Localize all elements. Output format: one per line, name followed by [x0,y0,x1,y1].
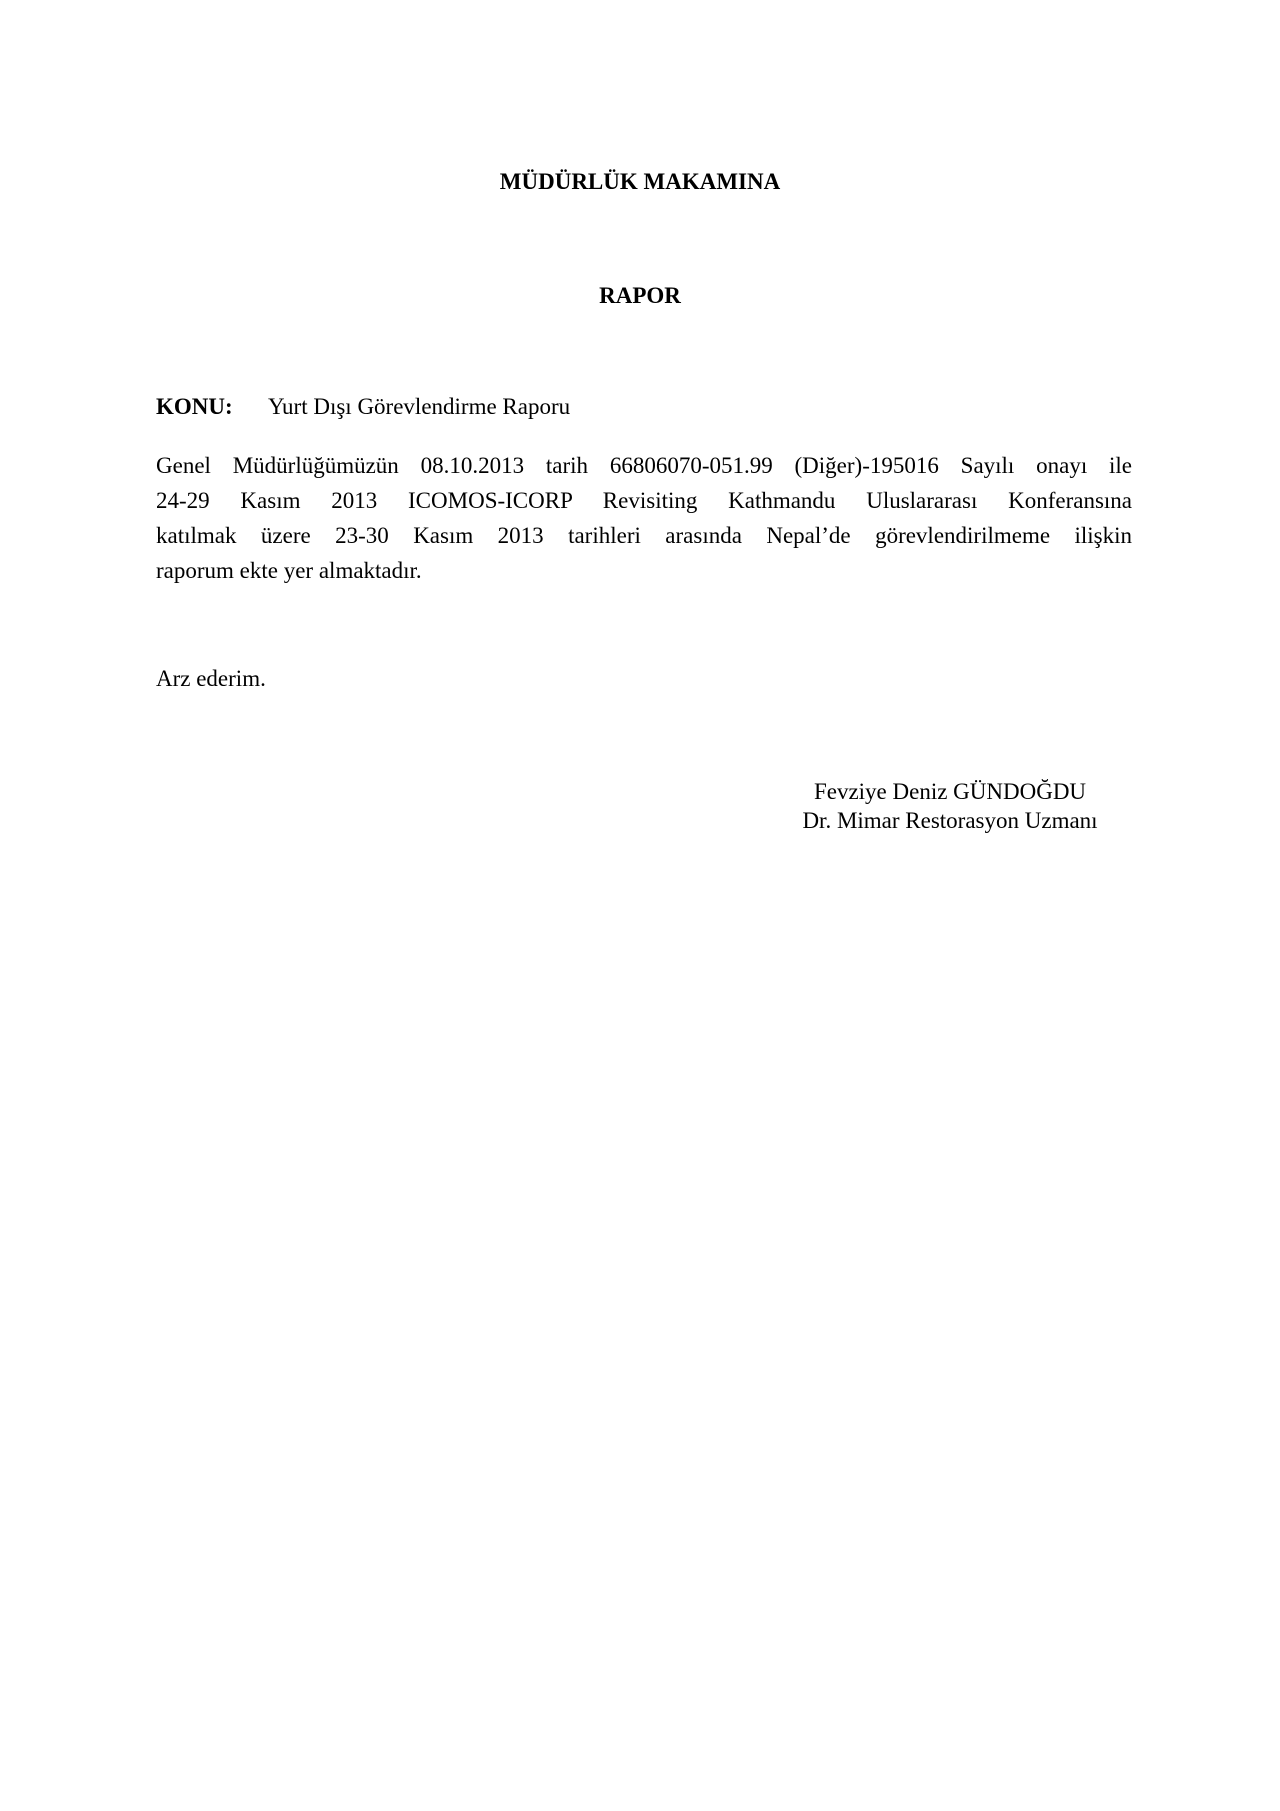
subject-label: KONU: [156,394,233,419]
body-paragraph [156,448,1132,588]
report-title: RAPOR [599,283,681,308]
body-line: raporum ekte yer almaktadır. [156,558,422,583]
signature-block [770,777,1130,835]
subject-line [156,393,570,421]
subject-text: Yurt Dışı Görevlendirme Raporu [268,394,571,419]
closing-text: Arz ederim. [156,666,266,691]
signatory-name: Fevziye Deniz GÜNDOĞDU [813,779,1087,804]
addressee-heading: MÜDÜRLÜK MAKAMINA [499,169,781,194]
body-line: 24-29 Kasım 2013 ICOMOS-ICORP Revisiting Kathmandu Uluslararası Konferansına [156,488,1132,513]
body-line: katılmak üzere 23-30 Kasım 2013 tarihleri arasında Nepal’de görevlendirilmeme ilişkin [156,523,1132,548]
body-line: Genel Müdürlüğümüzün 08.10.2013 tarih 66806070-051.99 (Diğer)-195016 Sayılı onayı ile [156,453,1132,478]
signatory-title: Dr. Mimar Restorasyon Uzmanı [802,808,1098,833]
